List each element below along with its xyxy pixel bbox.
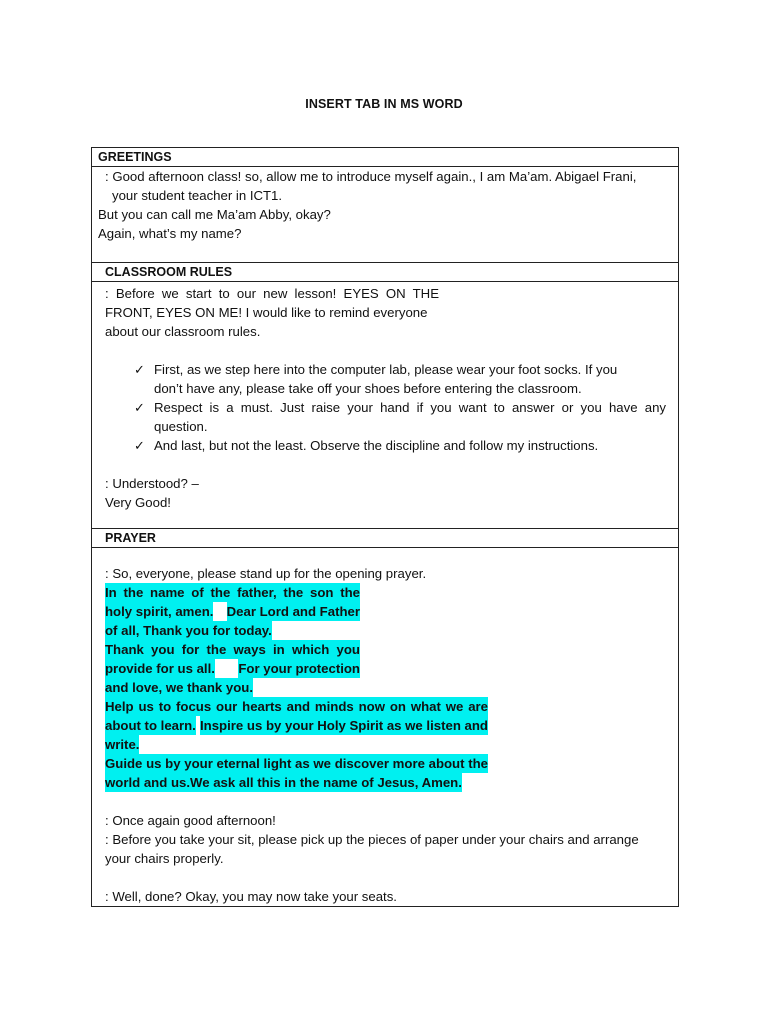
highlighted-text: Guide us by your eternal light as we discover more about the	[105, 756, 488, 771]
rules-intro-line: FRONT, EYES ON ME! I would like to remind everyone	[105, 305, 428, 320]
rule-text: And last, but not the least. Observe the discipline and follow my instructions.	[154, 438, 599, 453]
highlighted-text: holy spirit, amen.	[105, 604, 214, 619]
greetings-line: your student teacher in ICT1.	[112, 188, 283, 203]
rules-header: CLASSROOM RULES	[105, 265, 233, 279]
highlighted-text: and love, we thank you.	[105, 680, 254, 695]
checkmark-icon: ✓	[134, 362, 145, 377]
greetings-line: But you can call me Ma’am Abby, okay?	[98, 207, 331, 222]
prayer-text	[92, 583, 678, 792]
checkmark-icon: ✓	[134, 438, 145, 453]
prayer-after-line: : Before you take your sit, please pick up the pieces of paper under your chairs and arrange	[105, 832, 639, 847]
prayer-line	[105, 659, 678, 678]
highlighted-text: In the name of the father, the son the	[105, 585, 360, 600]
greetings-line: Again, what’s my name?	[98, 226, 242, 241]
prayer-line	[105, 621, 678, 640]
prayer-line	[105, 602, 678, 621]
rule-item	[92, 436, 678, 455]
highlighted-text: For your protection	[238, 661, 360, 676]
rule-item	[92, 360, 678, 379]
rule-text: question.	[154, 419, 208, 434]
highlighted-text: provide for us all.	[105, 661, 215, 676]
rule-text: Respect is a must. Just raise your hand if you want to answer or you have any	[154, 400, 666, 415]
prayer-line	[105, 583, 678, 602]
highlighted-text: Help us to focus our hearts and minds now on what we are	[105, 699, 488, 714]
prayer-line	[105, 716, 678, 735]
greetings-header: GREETINGS	[98, 150, 172, 164]
prayer-intro: : So, everyone, please stand up for the opening prayer.	[105, 566, 427, 581]
highlighted-text: We ask all this in the name of Jesus, Amen.	[190, 775, 462, 790]
rule-item	[92, 398, 678, 417]
rules-closing-line: : Understood? –	[105, 476, 199, 491]
prayer-line	[105, 754, 678, 773]
rules-intro-line: : Before we start to our new lesson! EYES ON THE	[105, 286, 439, 301]
rules-closing-line: Very Good!	[105, 495, 171, 510]
prayer-line	[105, 697, 678, 716]
prayer-body-row	[92, 548, 679, 907]
highlighted-text: world and us.	[105, 775, 190, 790]
prayer-after-line: : Once again good afternoon!	[105, 813, 276, 828]
highlighted-text: write.	[105, 737, 140, 752]
greetings-header-row	[92, 148, 679, 167]
prayer-header: PRAYER	[105, 531, 156, 545]
greetings-line: : Good afternoon class! so, allow me to introduce myself again., I am Ma’am. Abigael Frani,	[105, 169, 637, 184]
highlighted-text: Dear Lord and Father	[226, 604, 360, 619]
prayer-line	[105, 735, 678, 754]
rule-text: don’t have any, please take off your shoes before entering the classroom.	[154, 381, 582, 396]
rules-body-row	[92, 282, 679, 529]
prayer-line	[105, 678, 678, 697]
prayer-header-row	[92, 529, 679, 548]
rule-text: First, as we step here into the computer lab, please wear your foot socks. If you	[154, 362, 618, 377]
lesson-plan-table	[91, 147, 679, 907]
highlighted-text: about to learn.	[105, 718, 196, 733]
prayer-after-line: your chairs properly.	[105, 851, 224, 866]
highlighted-text: Thank you for the ways in which you	[105, 642, 360, 657]
rules-intro-line: about our classroom rules.	[105, 324, 261, 339]
highlighted-text: Inspire us by your Holy Spirit as we listen and	[199, 718, 488, 733]
highlighted-text: of all, Thank you for today.	[105, 623, 272, 638]
rules-header-row	[92, 263, 679, 282]
greetings-body-row	[92, 167, 679, 263]
checkmark-icon: ✓	[134, 400, 145, 415]
prayer-line	[105, 773, 678, 792]
prayer-final-line: : Well, done? Okay, you may now take your seats.	[105, 889, 397, 904]
document-title: INSERT TAB IN MS WORD	[305, 97, 463, 111]
prayer-line	[105, 640, 678, 659]
